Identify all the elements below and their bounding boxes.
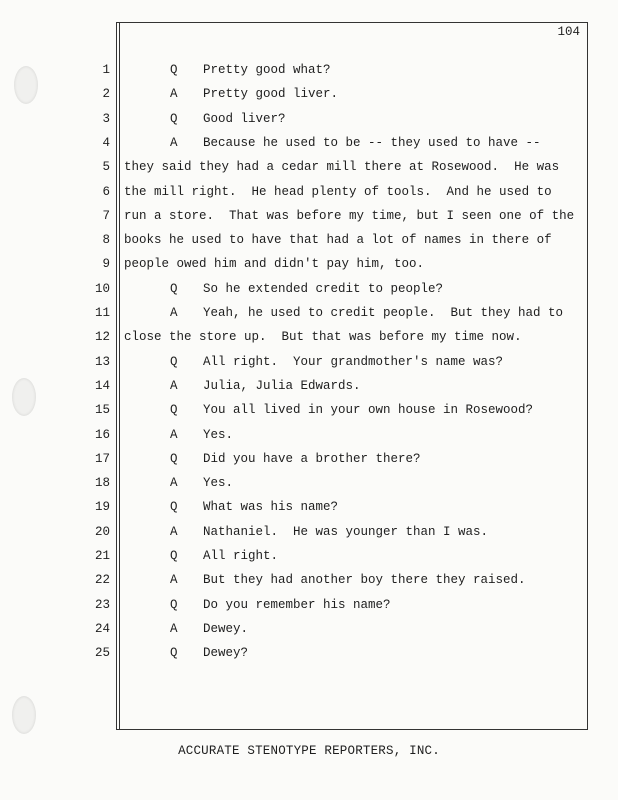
transcript-line-text: Yeah, he used to credit people. But they had to: [203, 306, 564, 320]
transcript-line-text: Pretty good what?: [203, 63, 331, 77]
line-number: 20: [94, 524, 110, 539]
transcript-line-text: Dewey?: [203, 646, 249, 661]
transcript-line-text: Dewey.: [203, 621, 249, 636]
line-number: 18: [94, 476, 110, 491]
transcript-line-text: You all lived in your own house in Rosewood?: [203, 403, 534, 418]
line-number: 10: [94, 281, 110, 296]
speaker-label: A: [170, 378, 178, 393]
transcript-line-text: Nathaniel. He was younger than I was.: [203, 524, 489, 539]
line-number: 14: [94, 378, 110, 393]
transcript-line-text: the mill right. He head plenty of tools. And he used to: [124, 184, 552, 199]
page-frame: [116, 22, 588, 730]
line-number: 6: [102, 184, 110, 199]
speaker-label: A: [170, 135, 178, 150]
transcript-line-text: close the store up. But that was before my time now.: [124, 330, 522, 345]
line-number: 19: [94, 500, 110, 515]
speaker-label: Q: [170, 451, 178, 466]
speaker-label: A: [170, 524, 178, 539]
speaker-label: A: [170, 427, 178, 442]
speaker-label: Q: [170, 597, 178, 612]
line-number: 17: [94, 451, 110, 466]
line-number: 24: [94, 621, 110, 636]
line-number: 8: [102, 233, 110, 248]
page-number: 104: [557, 25, 580, 39]
transcript-line-text: Did you have a brother there?: [203, 451, 421, 466]
speaker-label: Q: [170, 500, 178, 515]
line-number: 1: [102, 63, 110, 77]
line-number: 22: [94, 573, 110, 588]
line-number: 7: [102, 208, 110, 223]
speaker-label: Q: [170, 354, 178, 369]
punch-hole-bottom: [12, 696, 36, 734]
line-number: 25: [94, 646, 110, 661]
line-number: 2: [102, 87, 110, 102]
transcript-line-text: Yes.: [203, 427, 234, 442]
speaker-label: A: [170, 87, 178, 102]
transcript-line-text: All right.: [203, 549, 279, 563]
line-number: 4: [102, 135, 110, 150]
line-number: 16: [94, 427, 110, 442]
reporter-footer: ACCURATE STENOTYPE REPORTERS, INC.: [178, 744, 440, 758]
transcript-line-text: Good liver?: [203, 111, 286, 126]
line-number: 12: [94, 330, 110, 345]
transcript-line-text: All right. Your grandmother's name was?: [203, 354, 504, 369]
speaker-label: A: [170, 573, 178, 588]
speaker-label: Q: [170, 549, 178, 563]
speaker-label: Q: [170, 646, 178, 661]
line-number: 3: [102, 111, 110, 126]
speaker-label: Q: [170, 63, 178, 77]
transcript-line-text: What was his name?: [203, 500, 339, 515]
line-number: 13: [94, 354, 110, 369]
transcript-line-text: Pretty good liver.: [203, 87, 339, 102]
line-number: 21: [94, 549, 110, 563]
transcript-line-text: Do you remember his name?: [203, 597, 391, 612]
line-number: 11: [94, 306, 110, 320]
speaker-label: Q: [170, 111, 178, 126]
line-number: 23: [94, 597, 110, 612]
speaker-label: A: [170, 621, 178, 636]
transcript-line-text: But they had another boy there they raised.: [203, 573, 526, 588]
line-number: 9: [102, 257, 110, 272]
transcript-line-text: books he used to have that had a lot of names in there of: [124, 233, 552, 248]
transcript-line-text: people owed him and didn't pay him, too.: [124, 257, 425, 272]
line-number: 15: [94, 403, 110, 418]
speaker-label: A: [170, 306, 178, 320]
margin-line: [119, 22, 120, 730]
speaker-label: A: [170, 476, 178, 491]
transcript-line-text: Julia, Julia Edwards.: [203, 378, 361, 393]
speaker-label: Q: [170, 281, 178, 296]
transcript-line-text: Yes.: [203, 476, 234, 491]
transcript-line-text: Because he used to be -- they used to have --: [203, 135, 541, 150]
transcript-line-text: they said they had a cedar mill there at Rosewood. He was: [124, 160, 560, 175]
speaker-label: Q: [170, 403, 178, 418]
punch-hole-middle: [12, 378, 36, 416]
punch-hole-top: [14, 66, 38, 104]
transcript-line-text: So he extended credit to people?: [203, 281, 444, 296]
line-number: 5: [102, 160, 110, 175]
transcript-line-text: run a store. That was before my time, but I seen one of the: [124, 208, 575, 223]
